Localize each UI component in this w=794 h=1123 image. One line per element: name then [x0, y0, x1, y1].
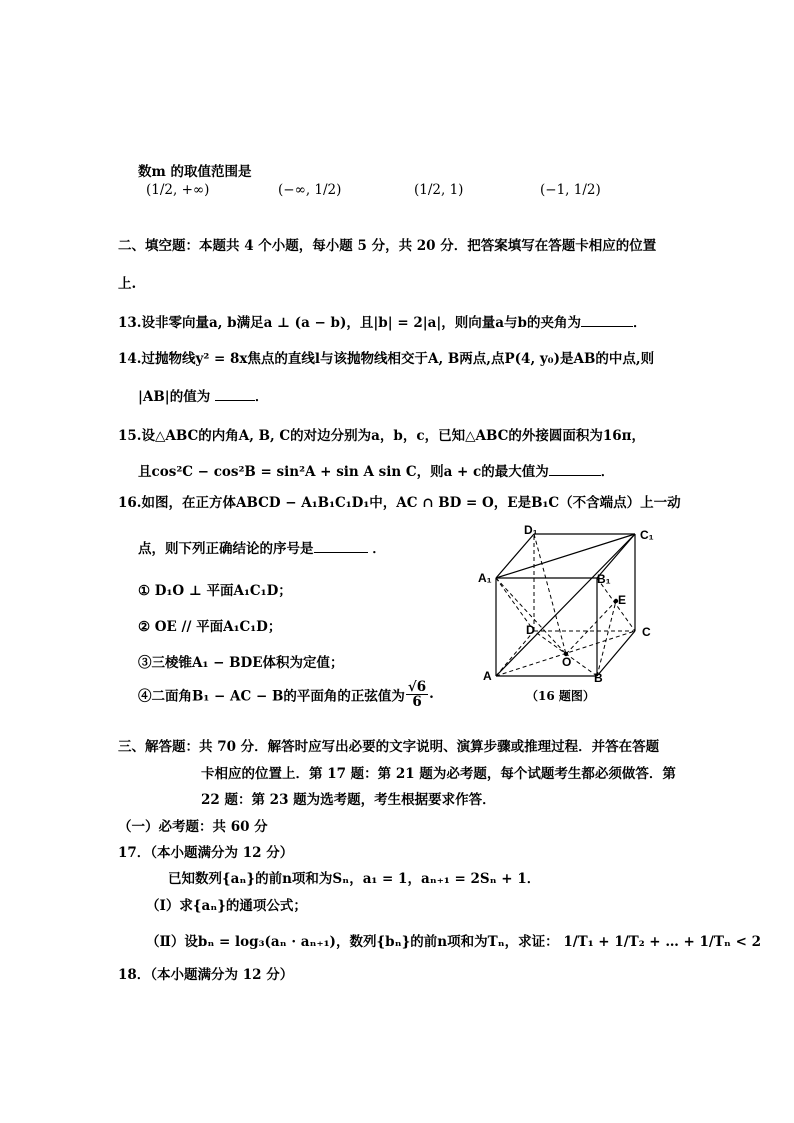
section2-heading-cont: 上.: [118, 276, 137, 292]
q16-line2: 点，则下列正确结论的序号是 ．: [138, 541, 386, 557]
label-o: O: [562, 655, 572, 669]
q12-option-d: (−1, 1/2): [540, 182, 601, 198]
label-a: A: [483, 669, 492, 683]
section3-heading: 三、解答题：共 70 分．解答时应写出必要的文字说明、演算步骤或推理过程．并答在答题: [118, 739, 660, 755]
figure-caption: （16 题图）: [526, 689, 595, 703]
q12-option-b: (−∞, 1/2): [278, 182, 342, 198]
q17-part2: （Ⅱ）设bₙ = log₃(aₙ · aₙ₊₁)，数列{bₙ}的前n项和为Tₙ，求证： 1/T₁ + 1/T₂ + … + 1/Tₙ < 2: [146, 934, 762, 950]
label-b1: B₁: [597, 572, 611, 586]
q16-item-4: ④二面角B₁ − AC − B的平面角的正弦值为 $\frac{√6}{6}$ .: [138, 679, 434, 710]
label-c: C: [642, 625, 651, 639]
q16-item4-numerator: √6: [407, 679, 427, 695]
q16-item4-denominator: 6: [412, 694, 422, 710]
q14-line2: |AB|的值为 ．: [138, 389, 269, 405]
q13-text: 13.设非零向量a, b满足a ⊥ (a − b)，且|b| = 2|a|，则向量a与b的夹角为 ．: [118, 315, 647, 331]
q12-option-c: (1/2, 1): [414, 182, 464, 198]
cube-figure: [476, 518, 666, 704]
q15-line1: 15.设△ABC的内角A, B, C的对边分别为a，b，c，已知△ABC的外接圆面积为16π，: [118, 428, 646, 444]
label-d1: D₁: [524, 523, 538, 537]
q18-title: 18．（本小题满分为 12 分）: [118, 967, 294, 983]
label-a1: A₁: [478, 571, 492, 585]
q17-title: 17．（本小题满分为 12 分）: [118, 845, 294, 861]
label-d: D: [526, 623, 535, 637]
label-e: E: [618, 593, 627, 607]
q12-option-a: (1/2, +∞): [146, 182, 210, 198]
section3-required: （一）必考题：共 60 分: [118, 819, 268, 835]
section3-line2: 卡相应的位置上．第 17 题：第 21 题为必考题，每个试题考生都必须做答．第: [201, 766, 676, 782]
q17-part1: （Ⅰ）求{aₙ}的通项公式；: [146, 898, 307, 914]
q16-item-1: ① D₁O ⊥ 平面A₁C₁D；: [138, 583, 292, 599]
label-b: B: [594, 671, 603, 685]
section3-line3: 22 题：第 23 题为选考题，考生根据要求作答．: [201, 792, 496, 808]
q16-item-2: ② OE // 平面A₁C₁D；: [138, 619, 282, 635]
q16-line1: 16.如图，在正方体ABCD − A₁B₁C₁D₁中，AC ∩ BD = O，E是B₁C（不含端点）上一动: [118, 495, 681, 511]
label-c1: C₁: [640, 528, 654, 542]
q14-line1: 14.过抛物线y² = 8x焦点的直线l与该抛物线相交于A, B两点,点P(4, y₀)是AB的中点,则: [118, 351, 655, 367]
q17-sum: 1/T₁ + 1/T₂ + … + 1/Tₙ < 2: [563, 934, 762, 950]
q12-tail: 数m 的取值范围是: [138, 164, 252, 180]
section2-heading: 二、填空题：本题共 4 个小题，每小题 5 分，共 20 分．把答案填写在答题卡相应的位置: [118, 238, 657, 254]
q17-stem: 已知数列{aₙ}的前n项和为Sₙ，a₁ = 1，aₙ₊₁ = 2Sₙ + 1．: [168, 871, 541, 887]
q15-line2: 且cos²C − cos²B = sin²A + sin A sin C，则a + c的最大值为 ．: [138, 464, 615, 480]
q16-item-3: ③三棱锥A₁ − BDE体积为定值；: [138, 655, 344, 671]
